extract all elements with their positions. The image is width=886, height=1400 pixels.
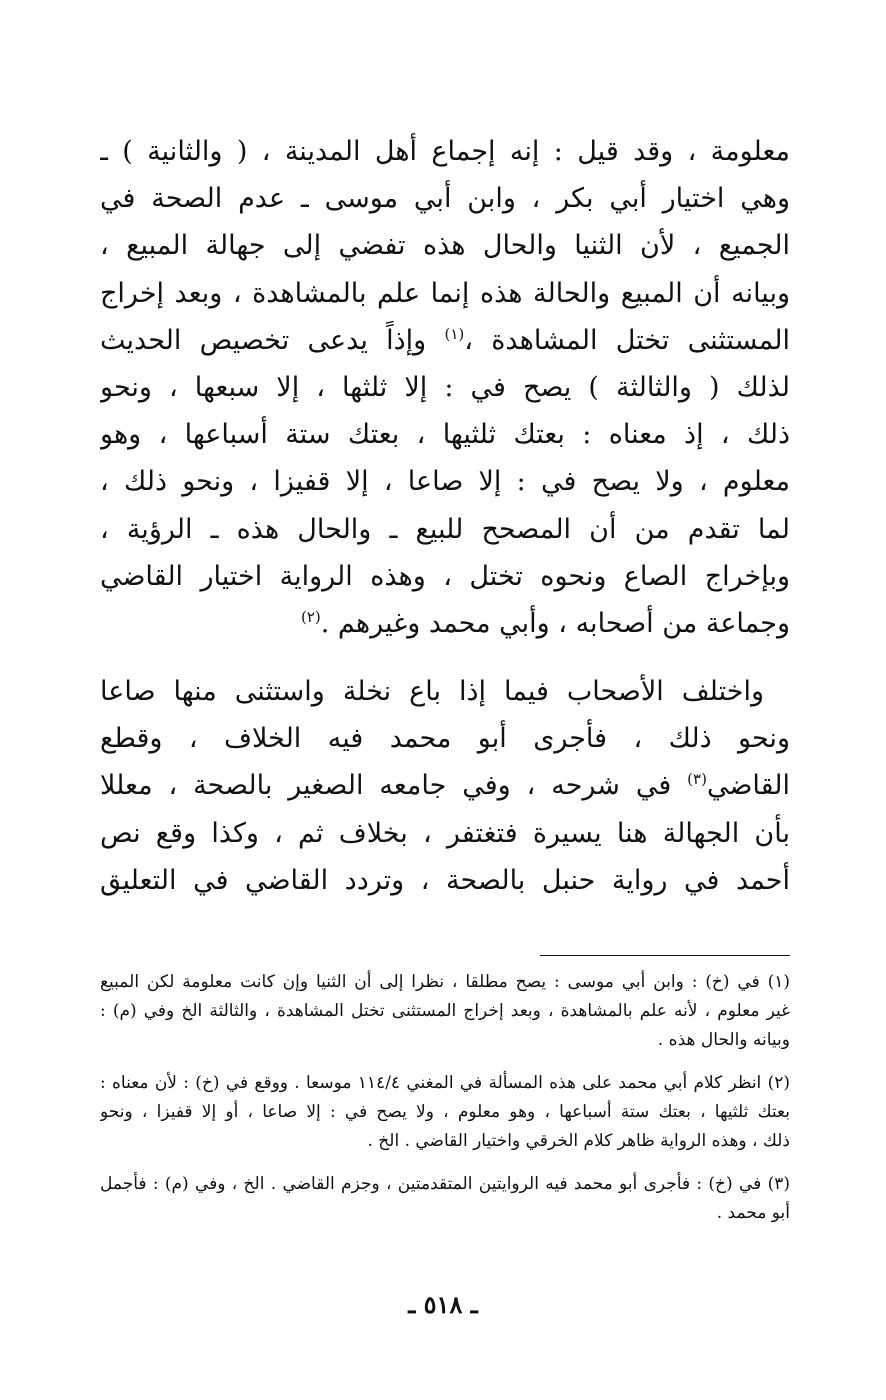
- text-segment: في شرحه ، وفي جامعه الصغير بالصحة ، معللا: [100, 770, 672, 802]
- main-paragraph-1: [100, 128, 790, 647]
- footnote-line: غير معلوم ، لأنه علم بالمشاهدة ، وبعد إخراج المستثنى تختل المشاهدة ، والثالثة الخ وفي (م) :: [100, 1001, 790, 1021]
- text-line: وهي اختيار أبي بكر ، وابن أبي موسى ـ عدم الصحة في: [100, 183, 790, 215]
- text-line: [100, 317, 790, 364]
- footnote-divider: [540, 955, 790, 956]
- footnote-ref-2: (٢): [300, 607, 321, 626]
- main-paragraph-2: [100, 668, 790, 904]
- footnote-line: (٣) في (خ) : فأجرى أبو محمد فيه الروايتين المتقدمتين ، وجزم القاضي . الخ ، وفي (م) : فأجمل: [100, 1174, 790, 1194]
- text-line: [100, 762, 790, 809]
- text-line: وبيانه أن المبيع والحالة هذه إنما علم بالمشاهدة ، وبعد إخراج: [100, 277, 790, 309]
- text-line: وبإخراج الصاع ونحوه تختل ، وهذه الرواية اختيار القاضي: [100, 560, 790, 592]
- text-line: ونحو ذلك ، فأجرى أبو محمد فيه الخلاف ، وقطع: [100, 723, 790, 755]
- text-line: لذلك ( والثالثة ) يصح في : إلا ثلثها ، إلا سبعها ، ونحو: [100, 371, 790, 403]
- text-line: معلومة ، وقد قيل : إنه إجماع أهل المدينة ، ( والثانية ) ـ: [100, 136, 790, 167]
- footnote-line: أبو محمد .: [716, 1203, 790, 1223]
- footnote-2: [100, 1069, 790, 1156]
- footnote-3: [100, 1170, 790, 1228]
- text-segment: القاضي: [706, 770, 790, 802]
- text-line: أحمد في رواية حنبل بالصحة ، وتردد القاضي في التعليق: [100, 864, 790, 896]
- footnote-1: [100, 968, 790, 1055]
- text-line: معلوم ، ولا يصح في : إلا صاعا ، إلا قفيزا ، ونحو ذلك ،: [100, 466, 790, 498]
- footnote-line: وبيانه والحال هذه .: [657, 1030, 790, 1050]
- text-line: [100, 600, 790, 647]
- text-segment: المستثنى تختل المشاهدة ،: [464, 324, 790, 356]
- text-segment: وإذاً يدعى تخصيص الحديث: [100, 324, 427, 356]
- text-line: الجميع ، لأن الثنيا والحال هذه تفضي إلى جهالة المبيع ،: [100, 230, 790, 262]
- text-line: واختلف الأصحاب فيما إذا باع نخلة واستثنى منها صاعا: [100, 676, 764, 707]
- footnote-ref-3: (٣): [687, 770, 707, 789]
- footnote-line: بعتك ثلثيها ، بعتك ستة أسباعها ، وهو معلوم ، ولا يصح في : إلا صاعا ، أو إلا قفيزا ، ونحو: [100, 1102, 790, 1122]
- text-segment: وجماعة من أصحابه ، وأبي محمد وغيرهم .: [320, 607, 790, 639]
- text-line: لما تقدم من أن المصحح للبيع ـ والحال هذه ـ الرؤية ،: [100, 513, 790, 545]
- footnote-ref-1: (١): [444, 324, 465, 343]
- text-line: ذلك ، إذ معناه : بعتك ثلثيها ، بعتك ستة أسباعها ، وهو: [100, 419, 790, 451]
- text-line: بأن الجهالة هنا يسيرة فتغتفر ، بخلاف ثم ، وكذا وقع نص: [100, 817, 790, 849]
- footnotes: [100, 968, 790, 1242]
- page-number: ـ ٥١٨ ـ: [408, 1290, 478, 1319]
- footnote-line: (٢) انظر كلام أبي محمد على هذه المسألة في المغني ١١٤/٤ موسعا . ووقع في (خ) : لأن معناه :: [100, 1073, 790, 1093]
- footnote-line: (١) في (خ) : وابن أبي موسى : يصح مطلقا ، نظرا إلى أن الثنيا وإن كانت معلومة لكن المبيع: [100, 972, 790, 992]
- footnote-line: ذلك ، وهذه الرواية ظاهر كلام الخرقي واختيار القاضي . الخ .: [367, 1131, 790, 1151]
